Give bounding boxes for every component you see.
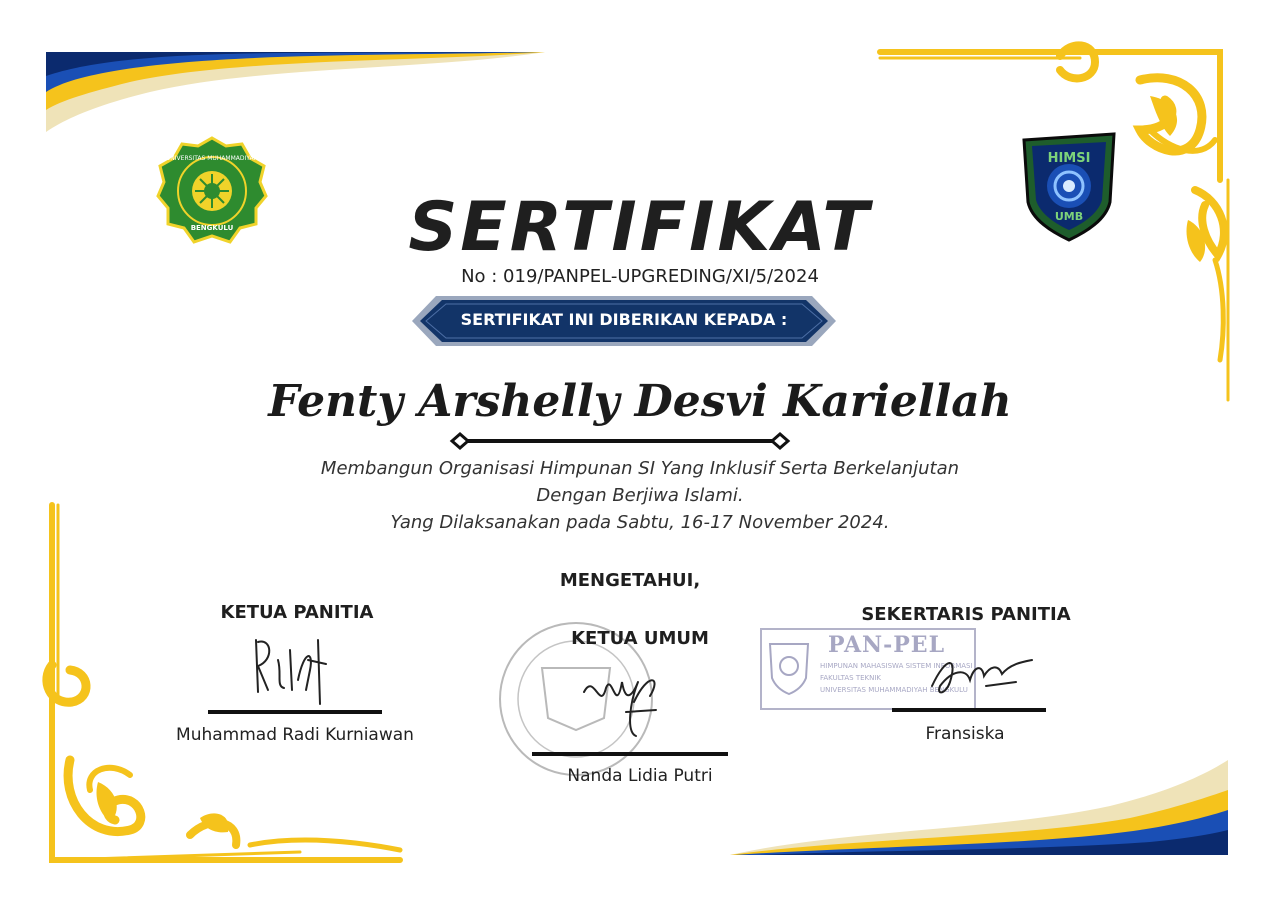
center-signatory-role: KETUA UMUM	[571, 628, 709, 649]
center-signature-line	[532, 752, 728, 756]
university-logo-text-bottom: BENGKULU	[190, 224, 234, 232]
left-signatory-role: KETUA PANITIA	[220, 602, 374, 623]
left-signatory-name: Muhammad Radi Kurniawan	[176, 725, 414, 745]
bottom-right-swoosh	[730, 760, 1228, 855]
recipient-name: Fenty Arshelly Desvi Kariellah	[268, 376, 1012, 427]
himsi-logo-text-bottom: UMB	[1054, 210, 1084, 223]
banner-text: SERTIFIKAT INI DIBERIKAN KEPADA :	[460, 310, 788, 329]
stamp-line-3: UNIVERSITAS MUHAMMADIYAH BENGKULU	[820, 686, 968, 694]
stamp-line-2: FAKULTAS TEKNIK	[820, 674, 882, 682]
name-divider	[452, 434, 788, 448]
right-signature-line	[892, 708, 1046, 712]
description-line-2: Dengan Berjiwa Islami.	[536, 485, 744, 506]
stamp-emblem	[766, 640, 812, 696]
himsi-logo-text-top: HIMSI	[1047, 151, 1091, 166]
left-signature-line	[208, 710, 382, 714]
acknowledged-heading: MENGETAHUI,	[559, 570, 701, 591]
university-logo-text-top: UNIVERSITAS MUHAMMADIYAH	[165, 155, 259, 162]
description-line-3: Yang Dilaksanakan pada Sabtu, 16-17 November 2024.	[390, 512, 890, 533]
right-signatory-role: SEKERTARIS PANITIA	[861, 604, 1071, 625]
right-signature	[926, 646, 1038, 700]
certificate-number: No : 019/PANPEL-UPGREDING/XI/5/2024	[461, 266, 819, 287]
right-signatory-name: Fransiska	[925, 724, 1005, 744]
center-signature	[576, 652, 666, 742]
top-left-swoosh	[46, 52, 545, 132]
left-signature	[248, 630, 338, 706]
center-signatory-name: Nanda Lidia Putri	[567, 766, 713, 786]
description-line-1: Membangun Organisasi Himpunan SI Yang Inklusif Serta Berkelanjutan	[320, 458, 960, 479]
certificate-title: SERTIFIKAT	[408, 188, 872, 267]
stamp-title: PAN-PEL	[828, 632, 946, 658]
stamp-line-1: HIMPUNAN MAHASISWA SISTEM INFORMASI	[820, 662, 973, 670]
